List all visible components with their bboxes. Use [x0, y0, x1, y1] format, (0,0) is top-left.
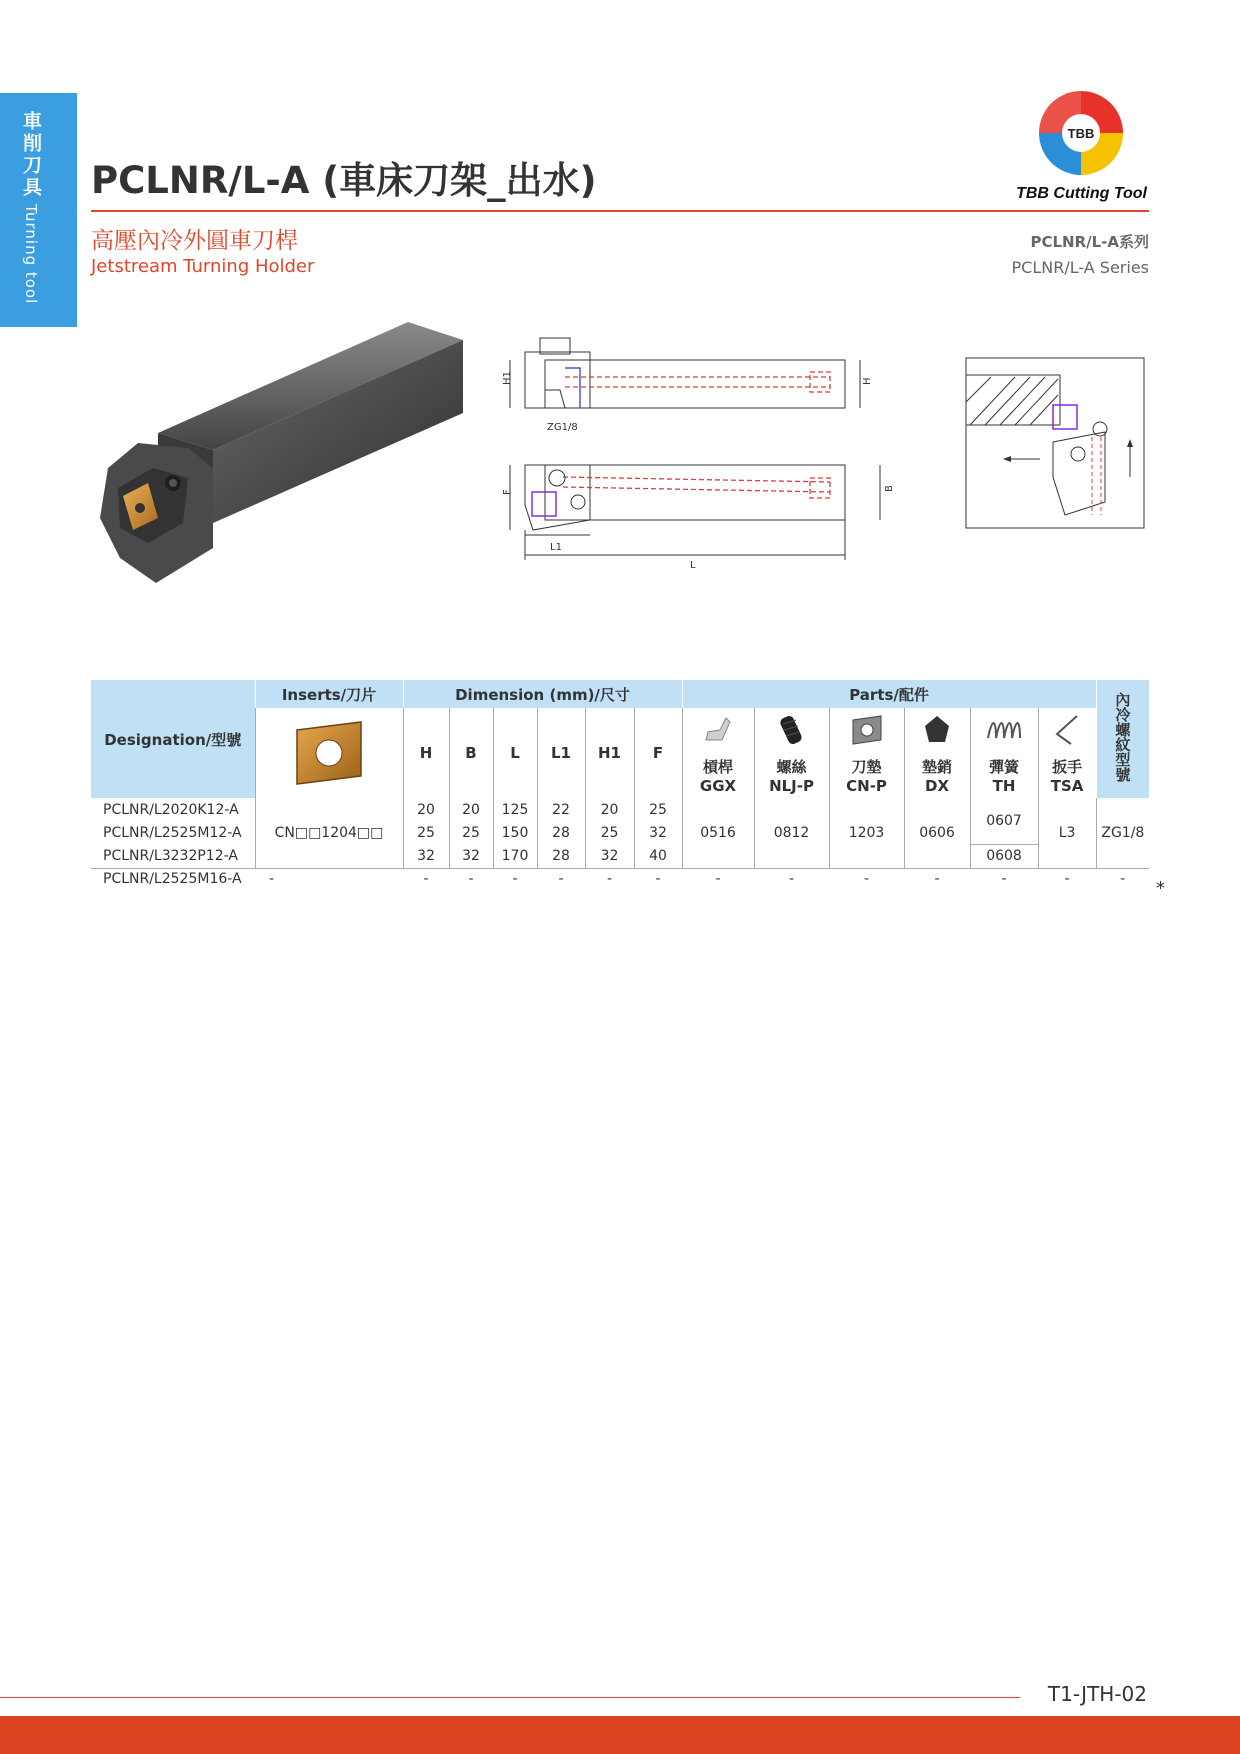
side-tab-en: Turning tool — [22, 204, 40, 305]
part-header-cn — [829, 752, 904, 798]
part-icon-cell-tsa — [1038, 708, 1096, 752]
subtitle-zh: 高壓內冷外圓車刀桿 — [91, 228, 298, 254]
dim-cell: 22 — [537, 798, 585, 821]
dim-cell: 40 — [634, 844, 682, 868]
series-zh: PCLNR/L-A系列 — [1030, 233, 1149, 251]
designation-cell: PCLNR/L3232P12-A — [103, 847, 238, 864]
label-b: B — [884, 485, 895, 492]
label-h: H — [862, 377, 873, 385]
part-cn-zh: 刀墊 — [851, 757, 882, 776]
header-parts: Parts/配件 — [682, 680, 1096, 708]
table-row — [91, 798, 1149, 821]
part-th-code: TH — [992, 776, 1016, 795]
dash-cell: - — [904, 868, 970, 889]
dim-h1-header: H1 — [585, 708, 634, 798]
dim-cell: 20 — [449, 798, 493, 821]
header-dimension: Dimension (mm)/尺寸 — [403, 680, 682, 708]
part-header-th — [970, 752, 1038, 798]
dim-cell: 20 — [585, 798, 634, 821]
dim-b-header: B — [449, 708, 493, 798]
label-zg: ZG1/8 — [547, 422, 578, 433]
dx-cell: 0606 — [904, 798, 970, 868]
dash-cell: - — [255, 868, 403, 889]
coolant-header-text: 內冷螺紋型號 — [1113, 692, 1132, 782]
cnmg-insert-icon — [289, 718, 369, 788]
lever-icon — [700, 712, 736, 748]
part-header-ggx — [682, 752, 754, 798]
dash-cell: - — [1038, 868, 1096, 889]
table-row — [91, 844, 1149, 868]
side-tab-zh: 車削刀具 — [20, 111, 42, 199]
specification-table — [91, 680, 1149, 889]
dim-cell: 32 — [634, 821, 682, 844]
th-cell-top: 0607 — [970, 798, 1038, 844]
dim-cell: 25 — [449, 821, 493, 844]
spring-icon — [984, 712, 1024, 748]
hex-wrench-icon — [1049, 712, 1085, 748]
dim-l1-header: L1 — [537, 708, 585, 798]
dim-cell: 25 — [634, 798, 682, 821]
cn-cell: 1203 — [829, 798, 904, 868]
tbb-logo — [1036, 88, 1126, 178]
part-icon-cell-cn — [829, 708, 904, 752]
designation-cell: PCLNR/L2020K12-A — [103, 801, 239, 818]
logo-caption: TBB Cutting Tool — [1016, 185, 1147, 202]
page-code: T1-JTH-02 — [1047, 1682, 1147, 1706]
label-h1: H1 — [502, 371, 513, 385]
dim-l-header: L — [493, 708, 537, 798]
dash-cell: - — [634, 868, 682, 889]
dash-cell: - — [537, 868, 585, 889]
label-l1: L1 — [550, 542, 562, 553]
dim-cell: 32 — [403, 844, 449, 868]
dash-cell: - — [829, 868, 904, 889]
screw-icon — [774, 712, 810, 748]
dim-cell: 32 — [585, 844, 634, 868]
part-icon-cell-nlj — [754, 708, 829, 752]
dim-f-header: F — [634, 708, 682, 798]
footer-divider — [0, 1697, 1020, 1698]
part-header-dx — [904, 752, 970, 798]
nlj-cell: 0812 — [754, 798, 829, 868]
title-divider — [91, 210, 1149, 212]
part-header-tsa — [1038, 752, 1096, 798]
dash-cell: - — [403, 868, 449, 889]
footnote-star: * — [1156, 878, 1165, 899]
application-diagram — [965, 357, 1145, 529]
part-dx-code: DX — [925, 776, 950, 795]
side-tab-text — [18, 111, 45, 304]
shim-icon — [849, 712, 885, 748]
tool-holder-image — [98, 318, 468, 593]
dash-cell: - — [449, 868, 493, 889]
label-l: L — [690, 560, 696, 571]
part-icon-cell-th — [970, 708, 1038, 752]
header-inserts: Inserts/刀片 — [255, 680, 403, 708]
dash-cell: - — [682, 868, 754, 889]
tsa-cell: L3 — [1038, 798, 1096, 868]
dash-cell: - — [970, 868, 1038, 889]
part-tsa-code: TSA — [1050, 776, 1084, 795]
dim-cell: 28 — [537, 844, 585, 868]
part-header-nlj — [754, 752, 829, 798]
side-category-tab — [0, 93, 77, 327]
dim-cell: 28 — [537, 821, 585, 844]
coolant-cell: ZG1/8 — [1096, 798, 1149, 868]
designation-cell: PCLNR/L2525M12-A — [103, 824, 242, 841]
dim-cell: 125 — [493, 798, 537, 821]
dash-cell: - — [754, 868, 829, 889]
dash-cell: - — [493, 868, 537, 889]
part-nlj-code: NLJ-P — [769, 776, 814, 795]
dim-cell: 20 — [403, 798, 449, 821]
ggx-cell: 0516 — [682, 798, 754, 868]
insert-image-cell — [255, 708, 403, 798]
subtitle-en: Jetstream Turning Holder — [91, 256, 315, 277]
dim-cell: 25 — [585, 821, 634, 844]
part-dx-zh: 墊銷 — [922, 757, 953, 776]
page-title: PCLNR/L-A (車床刀架_出水) — [91, 159, 597, 202]
dim-cell: 25 — [403, 821, 449, 844]
dim-cell: 170 — [493, 844, 537, 868]
designation-cell: PCLNR/L2525M16-A — [91, 868, 255, 889]
dim-cell: 32 — [449, 844, 493, 868]
label-f: F — [502, 489, 513, 495]
dim-h-header: H — [403, 708, 449, 798]
table-row-unavailable — [91, 868, 1149, 889]
part-th-zh: 彈簧 — [989, 757, 1020, 776]
header-coolant-thread — [1096, 680, 1149, 798]
part-tsa-zh: 扳手 — [1052, 757, 1083, 776]
series-en: PCLNR/L-A Series — [1011, 258, 1149, 277]
part-ggx-zh: 槓桿 — [703, 757, 734, 776]
part-nlj-zh: 螺絲 — [776, 757, 807, 776]
footer-bar — [0, 1716, 1240, 1754]
dash-cell: - — [585, 868, 634, 889]
part-icon-cell-dx — [904, 708, 970, 752]
dim-cell: 150 — [493, 821, 537, 844]
logo-text: TBB — [1067, 126, 1095, 141]
pin-icon — [919, 712, 955, 748]
dash-cell: - — [1096, 868, 1149, 889]
part-ggx-code: GGX — [699, 776, 737, 795]
technical-drawing — [485, 330, 915, 580]
header-designation: Designation/型號 — [91, 680, 255, 798]
part-cn-code: CN-P — [846, 776, 887, 795]
insert-cell: CN□□1204□□ — [255, 798, 403, 868]
th-cell-bottom: 0608 — [970, 844, 1038, 868]
part-icon-cell-ggx — [682, 708, 754, 752]
